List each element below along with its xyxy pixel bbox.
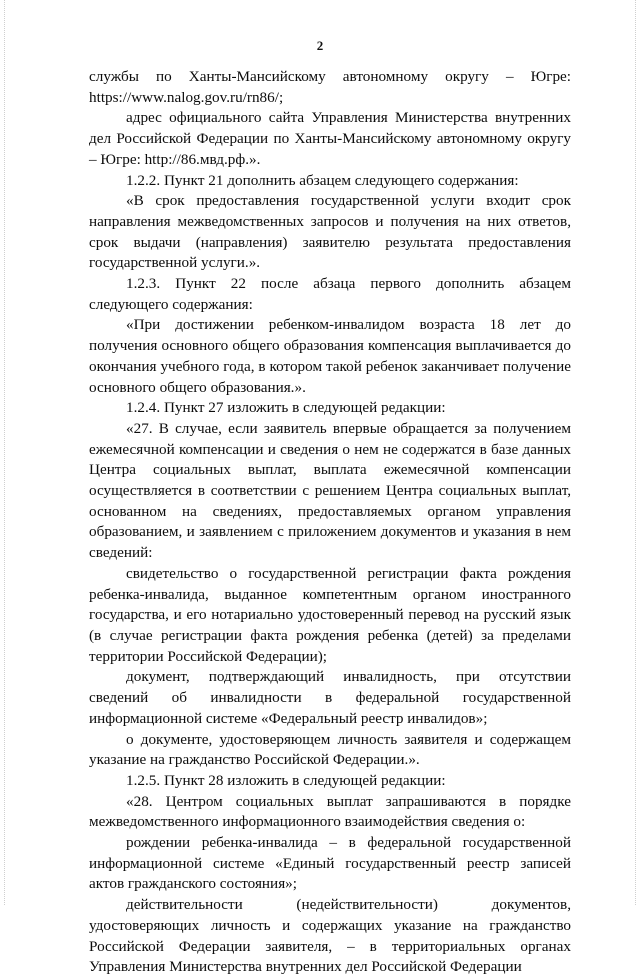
paragraph: «28. Центром социальных выплат запрашиваются в порядке межведомственного информационного взаимодействия сведения о: — [89, 792, 571, 831]
paragraph: 1.2.2. Пункт 21 дополнить абзацем следующего содержания: — [126, 171, 519, 189]
paragraph: адрес официального сайта Управления Министерства внутренних дел Российской Федерации по Ханты-Мансийскому автономному округу – Югре: http://86.мвд.рф.». — [89, 109, 571, 168]
paragraph: 1.2.4. Пункт 27 изложить в следующей редакции: — [126, 399, 446, 417]
document-body — [89, 67, 571, 978]
paragraph: «В срок предоставления государственной услуги входит срок направления межведомственных запросов и получения на них ответов, срок выдачи (направления) заявителю результата предоставления государственной услуги.». — [89, 192, 571, 272]
paragraph: 1.2.5. Пункт 28 изложить в следующей редакции: — [126, 771, 446, 789]
paragraph: документ, подтверждающий инвалидность, при отсутствии сведений об инвалидности в федеральной государственной информационной системе «Федеральный реестр инвалидов»; — [89, 668, 571, 727]
paragraph: «27. В случае, если заявитель впервые обращается за получением ежемесячной компенсации и сведения о нем не содержатся в базе данных Центра социальных выплат, выплата ежемесячной компенсации осуществляется в соответствии с решением Центра социальных выплат, основанном на сведениях, предоставляемых органом управления образованием, и заявлением с приложением документов и указания в нем сведений: — [89, 419, 571, 562]
scan-edge-left — [4, 0, 5, 905]
paragraph: действительности (недействительности) документов, удостоверяющих личность и содержащих указание на гражданство Российской Федерации заявителя, – в территориальных органах Управления Министерства внутренних дел Российской Федерации — [89, 896, 571, 976]
paragraph: службы по Ханты-Мансийскому автономному округу – Югре: https://www.nalog.gov.ru/rn86/; — [89, 68, 571, 106]
paragraph: о документе, удостоверяющем личность заявителя и содержащем указание на гражданство Российской Федерации.». — [89, 730, 571, 769]
paragraph: «При достижении ребенком-инвалидом возраста 18 лет до получения основного общего образования компенсация выплачивается до окончания учебного года, в котором такой ребенок заканчивает получение основного общего образования.». — [89, 316, 571, 396]
paragraph: 1.2.3. Пункт 22 после абзаца первого дополнить абзацем следующего содержания: — [89, 275, 571, 313]
paragraph: рождении ребенка-инвалида – в федеральной государственной информационной системе «Единый государственный реестр записей актов гражданского состояния»; — [89, 834, 571, 893]
paragraph: свидетельство о государственной регистрации факта рождения ребенка-инвалида, выданное компетентным органом иностранного государства, и его нотариально удостоверенный перевод на русский язык (в случае регистрации факта рождения ребенка (детей) за пределами территории Российской Федерации); — [89, 564, 571, 665]
page-number: 2 — [316, 38, 324, 53]
scan-edge-right — [635, 0, 636, 905]
